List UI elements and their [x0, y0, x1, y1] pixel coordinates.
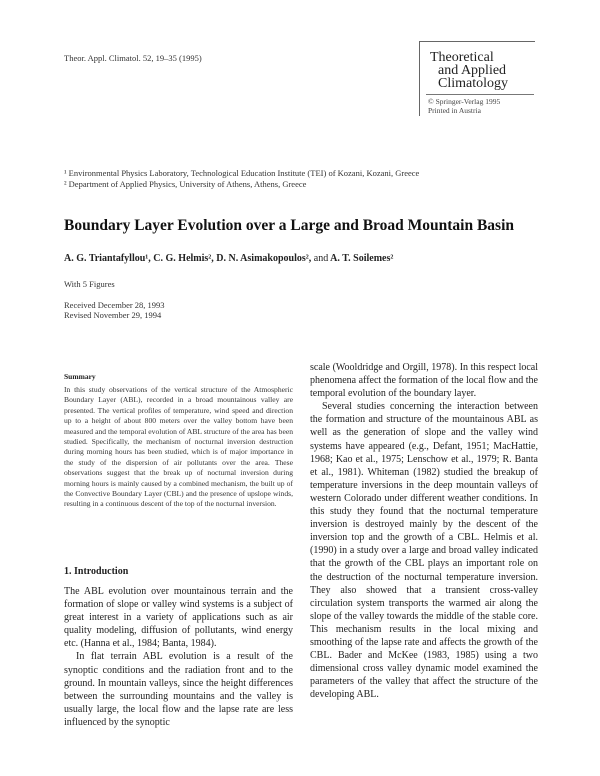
- figures-note: With 5 Figures: [64, 279, 115, 289]
- paper-title: Boundary Layer Evolution over a Large and Broad Mountain Basin: [64, 217, 515, 234]
- summary-heading: Summary: [64, 372, 96, 381]
- author-list: [64, 253, 393, 264]
- copyright-line: © Springer-Verlag 1995: [428, 97, 501, 106]
- intro-paragraph-1: The ABL evolution over mountainous terrain and the formation of slope or valley wind systems is a subject of great interest in a variety of applications such as air quality modeling, diffusion of pollutants, wind energy etc. (Hanna et al., 1984; Banta, 1984).: [64, 586, 293, 650]
- intro-paragraph-2: In flat terrain ABL evolution is a result of the synoptic conditions and the radiation front and to the ground. In mountain valleys, since the height differences between the surrounding mountains and the valley is usually large, the local flow and the lapse rate are less influenced by the synoptic: [64, 651, 293, 728]
- intro-paragraph-3: scale (Wooldridge and Orgill, 1978). In this respect local phenomena affect the formation of the local flow and the temporal evolution of the boundary layer.: [310, 362, 538, 400]
- printed-in-line: Printed in Austria: [428, 105, 481, 115]
- right-column-text: [310, 361, 538, 701]
- journal-title: [430, 51, 508, 90]
- intro-paragraph-4: Several studies concerning the interaction between the formation and structure of the mountainous ABL as well as the generation of slope and the valley wind systems have appeared (e.g., Defant, 1951; MacHattie, 1968; Kao et al., 1975; Lenschow et al., 1979; R. Banta et al., 1981). Whiteman (1982) studied the breakup of temperature inversions in the deep mountain valleys of western Colorado under different weather conditions. In this study they found that the nocturnal temperature inversion is destroyed mainly by the descent of the inversion top and the growth of a CBL. Helmis et al. (1990) in a study over a large and broad valley indicated that the growth of the CBL plays an important role on the destruction of the nocturnal temperature inversion. They also showed that a transient cross-valley circulation system transports the warmed air along the slope of the valley towards the middle of the stable core. This mechanism results in the local mixing and smoothing of the lapse rate and affects the growth of the CBL. Bader and McKee (1983, 1985) using a two dimensional cross valley dynamic model examined the parameters of the valley that affect the structure of the developing ABL.: [310, 401, 538, 701]
- received-date: Received December 28, 1993: [64, 300, 165, 310]
- section-heading-introduction: 1. Introduction: [64, 566, 129, 577]
- journal-divider: [426, 94, 534, 95]
- journal-title-line1: Theoretical: [430, 50, 494, 65]
- revised-date: Revised November 29, 1994: [64, 310, 162, 320]
- journal-title-line3: Climatology: [438, 76, 508, 91]
- author-last: A. T. Soilemes²: [330, 253, 394, 264]
- journal-citation: Theor. Appl. Climatol. 52, 19–35 (1995): [64, 53, 202, 63]
- journal-meta: [428, 98, 500, 115]
- author-names: A. G. Triantafyllou¹, C. G. Helmis², D. N. Asimakopoulos²,: [64, 253, 312, 264]
- affiliation-1: ¹ Environmental Physics Laboratory, Technological Education Institute (TEI) of Kozani, Kozani, Greece: [64, 168, 420, 178]
- affiliation-2: ² Department of Applied Physics, University of Athens, Athens, Greece: [64, 179, 307, 189]
- journal-masthead: [419, 41, 535, 116]
- summary-body: In this study observations of the vertical structure of the Atmospheric Boundary Layer (ABL), recorded in a broad mountainous valley are presented. The vertical profiles of temperature, wind speed and direction up to a height of about 800 meters over the valley bottom have been measured and the temporal evolution of ABL structure of the area has been studied. Specifically, the mechanism of nocturnal inversion destruction during morning hours has been studied, which is of major importance in the study of the dispersion of air pollutants over the area. These observations suggest that the break up of nocturnal inversion during morning hours is mainly caused by a combined mechanism, the built up of the Convective Boundary Layer (CBL) and the presence of upslope winds, resulting in a continuous descent of the top of the nocturnal inversion.: [64, 385, 293, 509]
- author-and: and: [313, 253, 329, 264]
- journal-title-line2: and Applied: [438, 63, 507, 78]
- left-column-text: [64, 585, 293, 729]
